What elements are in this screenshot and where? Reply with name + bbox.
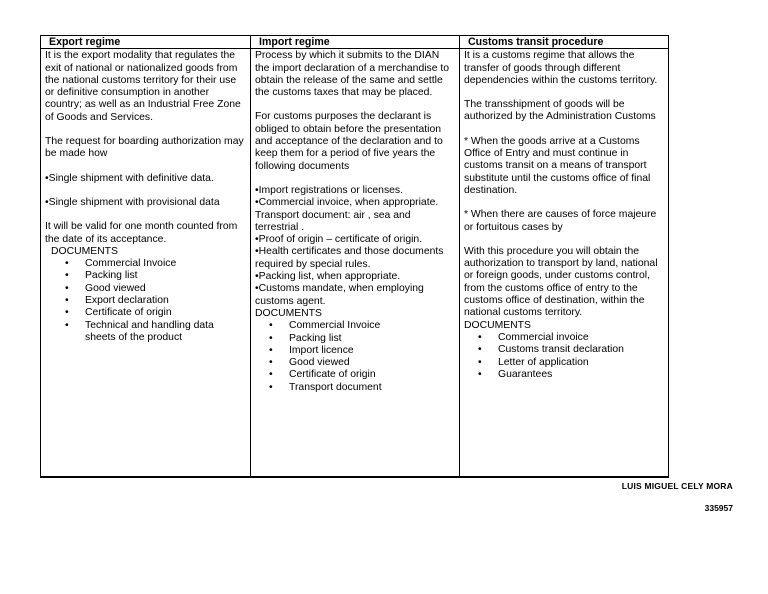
- list-item: • Good viewed: [85, 283, 246, 295]
- import-bullet: •Packing list, when appropriate.: [255, 271, 401, 283]
- list-item: • Transport document: [289, 382, 455, 394]
- transit-intro: It is a customs regime that allows the transfer of goods through different dependencies within the customs territory.: [464, 50, 658, 86]
- list-item: • Packing list: [85, 270, 246, 282]
- export-request: The request for boarding authorization may be made how: [45, 136, 244, 160]
- export-documents-list: [45, 258, 246, 344]
- transit-case-1: * When the goods arrive at a Customs Office of Entry and must continue in customs transit on a means of transport substitute until the customs office of final destination.: [464, 135, 651, 196]
- transit-transshipment: The transshipment of goods will be authorized by the Administration Customs: [464, 99, 656, 123]
- regimes-table: [40, 35, 669, 478]
- list-item: • Guarantees: [498, 369, 664, 381]
- list-item: • Certificate of origin: [85, 307, 246, 319]
- export-intro: It is the export modality that regulates the exit of national or nationalized goods from the national customs territory for their use or definitive consumption in another country; as well as an Industrial Free Zone of Goods and Services.: [45, 50, 241, 123]
- header-row: [41, 36, 669, 49]
- list-item: • Export declaration: [85, 295, 246, 307]
- import-cell: [251, 49, 460, 478]
- export-single-definitive: •Single shipment with definitive data.: [45, 172, 214, 184]
- export-validity: It will be valid for one month counted from the date of its acceptance.: [45, 221, 238, 245]
- import-bullet: •Proof of origin – certificate of origin.: [255, 234, 423, 246]
- list-item: • Good viewed: [289, 357, 455, 369]
- import-documents-list: [255, 320, 455, 394]
- header-transit: Customs transit procedure: [460, 36, 669, 49]
- transit-cell: [460, 49, 669, 478]
- import-purposes: For customs purposes the declarant is obliged to obtain before the presentation and acceptance of the declaration and to keep them for a period of five years the following documents: [255, 111, 443, 172]
- export-documents-label: DOCUMENTS: [51, 245, 118, 257]
- list-item: • Customs transit declaration: [498, 344, 664, 356]
- import-bullet: •Health certificates and those documents required by special rules.: [255, 246, 444, 270]
- import-bullet: •Import registrations or licenses.: [255, 184, 404, 196]
- transit-case-2: * When there are causes of force majeure or fortuitous cases by: [464, 209, 657, 233]
- author-name: LUIS MIGUEL CELY MORA: [621, 481, 733, 491]
- transit-procedure: With this procedure you will obtain the authorization to transport by land, national or foreign goods, under customs control, from the customs office of entry to the customs office of destination, within the national customs territory.: [464, 245, 658, 319]
- export-cell: [41, 49, 251, 478]
- list-item: • Certificate of origin: [289, 369, 455, 381]
- import-bullet: •Commercial invoice, when appropriate. Transport document: air , sea and terrestrial .: [255, 197, 439, 233]
- content-row: [41, 49, 669, 478]
- header-export: Export regime: [41, 36, 251, 49]
- header-import: Import regime: [251, 36, 460, 49]
- export-single-provisional: •Single shipment with provisional data: [45, 196, 220, 208]
- list-item: • Letter of application: [498, 357, 664, 369]
- author-id: 335957: [704, 503, 733, 513]
- import-documents-label: DOCUMENTS: [255, 307, 322, 319]
- transit-documents-list: [464, 332, 664, 381]
- list-item: • Commercial Invoice: [289, 320, 455, 332]
- import-bullet: •Customs mandate, when employing customs agent.: [255, 283, 424, 307]
- list-item: • Commercial Invoice: [85, 258, 246, 270]
- import-intro: Process by which it submits to the DIAN the import declaration of a merchandise to obtain the release of the same and settle the customs taxes that may be placed.: [255, 50, 450, 99]
- transit-documents-label: DOCUMENTS: [464, 319, 531, 331]
- list-item: • Commercial invoice: [498, 332, 664, 344]
- list-item: • Import licence: [289, 345, 455, 357]
- list-item: • Technical and handling data sheets of the product: [85, 320, 246, 345]
- list-item: • Packing list: [289, 333, 455, 345]
